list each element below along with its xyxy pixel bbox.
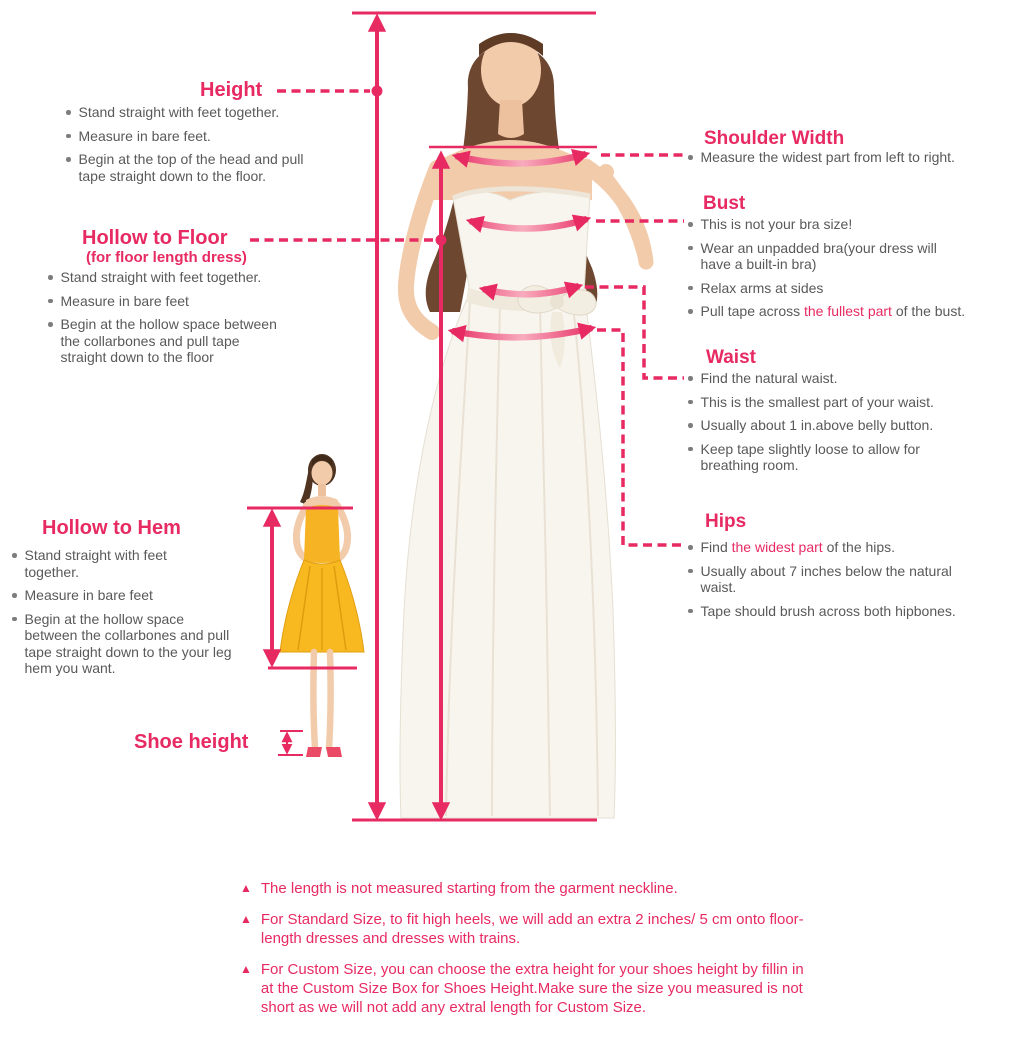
bullet-dot-icon — [688, 609, 693, 614]
list-item — [688, 603, 1015, 620]
bullet-text: Stand straight with feet together. — [24, 547, 167, 580]
bullet-dot-icon — [688, 447, 693, 452]
small-face — [312, 461, 333, 485]
bullet-text: Measure in bare feet — [24, 587, 153, 603]
footnote — [240, 910, 860, 948]
list-item — [688, 441, 1008, 474]
bullet-dot-icon — [688, 246, 693, 251]
small-right-leg — [329, 652, 331, 748]
hollow-anchor-dot — [436, 235, 447, 246]
list-item — [688, 149, 1008, 166]
height-bullets — [66, 104, 326, 191]
bullet-text: Pull tape across the fullest part of the bust. — [700, 303, 966, 319]
bullet-text: Find the natural waist. — [700, 370, 838, 386]
footnote-text: The length is not measured starting from the garment neckline. — [260, 880, 678, 897]
list-item — [688, 417, 1008, 434]
bullet-text: Begin at the hollow space between the collarbones and pull tape straight down to the floor — [60, 316, 277, 365]
waist-bullets — [688, 370, 1008, 481]
list-item — [688, 303, 1013, 320]
bullet-text: Measure the widest part from left to right. — [700, 149, 955, 165]
triangle-bullet-icon: ▲ — [240, 912, 252, 926]
bullet-text: Measure in bare feet. — [78, 127, 211, 144]
bullet-text: This is not your bra size! — [700, 216, 853, 232]
bullet-dot-icon — [66, 110, 71, 115]
short-figure-photo — [280, 454, 364, 757]
bullet-text: This is the smallest part of your waist. — [700, 393, 934, 410]
list-item — [48, 316, 308, 366]
tall-figure-photo — [400, 33, 646, 818]
bullet-dot-icon — [688, 222, 693, 227]
list-item — [66, 128, 326, 145]
list-item — [688, 280, 1013, 297]
footnotes — [240, 879, 860, 1029]
neck — [498, 100, 524, 138]
list-item — [12, 547, 272, 580]
footnote — [240, 879, 860, 898]
hips-dashed-connector — [597, 330, 684, 545]
shoulder-width-bullets — [688, 149, 1008, 173]
height-anchor-dot — [372, 86, 383, 97]
list-item — [688, 240, 1013, 273]
highlighted-phrase: the fullest part — [804, 303, 892, 319]
footnote-text: For Standard Size, to fit high heels, we will add an extra 2 inches/ 5 cm onto floor-length dresses and dresses with trains. — [260, 911, 804, 947]
bullet-text: Measure in bare feet — [60, 292, 189, 309]
small-left-shoe — [306, 747, 322, 757]
bullet-dot-icon — [12, 553, 17, 558]
waist-title: Waist — [706, 347, 756, 368]
waist-dashed-connector — [585, 287, 684, 378]
bullet-text: Usually about 7 inches below the natural waist. — [700, 562, 952, 595]
bullet-text: Begin at the hollow space between the collarbones and pull tape straight down to the your leg hem you want. — [24, 610, 232, 676]
bullet-dot-icon — [48, 299, 53, 304]
triangle-bullet-icon: ▲ — [240, 962, 252, 976]
footnote — [240, 960, 860, 1017]
bodice — [453, 191, 590, 298]
list-item — [688, 394, 1008, 411]
footnote-text: For Custom Size, you can choose the extra height for your shoes height by fillin in at the Custom Size Box for Shoes Height.Make sure the size you measured is not short as we will not add any extral length for Custom Size. — [260, 961, 804, 1016]
right-hand — [598, 164, 614, 180]
small-right-shoe — [326, 747, 342, 757]
hollow-to-floor-title: Hollow to Floor — [82, 227, 228, 249]
triangle-bullet-icon: ▲ — [240, 881, 252, 895]
bullet-dot-icon — [66, 134, 71, 139]
bullet-dot-icon — [688, 423, 693, 428]
bullet-dot-icon — [48, 322, 53, 327]
list-item — [12, 611, 272, 677]
highlighted-phrase: the widest part — [731, 539, 823, 555]
list-item — [688, 216, 1013, 233]
bullet-dot-icon — [66, 157, 71, 162]
hollow-to-hem-bullets — [12, 547, 272, 684]
small-left-leg — [313, 652, 315, 748]
shoe-height-label: Shoe height — [134, 731, 249, 753]
bullet-text: Begin at the top of the head and pull tape straight down to the floor. — [78, 151, 304, 184]
bullet-dot-icon — [12, 593, 17, 598]
bullet-text: Stand straight with feet together. — [60, 269, 262, 285]
bullet-dot-icon — [12, 617, 17, 622]
bullet-text: Tape should brush across both hipbones. — [700, 602, 956, 619]
hollow-to-floor-subtitle: (for floor length dress) — [86, 249, 247, 266]
small-bodice — [304, 505, 340, 563]
bullet-dot-icon — [688, 376, 693, 381]
bullet-text: Find the widest part of the hips. — [700, 539, 896, 555]
bullet-text: Relax arms at sides — [700, 279, 824, 296]
bullet-text: Usually about 1 in.above belly button. — [700, 417, 934, 433]
bullet-text: Stand straight with feet together. — [78, 104, 280, 120]
shoulder-width-title: Shoulder Width — [704, 128, 845, 149]
hips-bullets — [688, 539, 1015, 626]
bullet-dot-icon — [688, 309, 693, 314]
list-item — [12, 587, 272, 604]
list-item — [48, 269, 308, 286]
bullet-dot-icon — [688, 545, 693, 550]
hips-title: Hips — [705, 511, 747, 532]
list-item — [688, 563, 1015, 596]
skirt — [400, 290, 615, 818]
list-item — [66, 104, 326, 121]
hollow-to-floor-bullets — [48, 269, 308, 373]
list-item — [48, 293, 308, 310]
bullet-dot-icon — [688, 286, 693, 291]
list-item — [688, 370, 1008, 387]
bow-knot — [550, 295, 564, 309]
bullet-dot-icon — [48, 275, 53, 280]
bullet-dot-icon — [688, 569, 693, 574]
small-neck — [318, 484, 326, 496]
bust-bullets — [688, 216, 1013, 327]
list-item — [688, 539, 1015, 556]
bullet-text: Wear an unpadded bra(your dress will have a built-in bra) — [700, 239, 937, 272]
bust-title: Bust — [703, 193, 746, 214]
hollow-to-hem-title: Hollow to Hem — [42, 517, 181, 539]
bullet-dot-icon — [688, 155, 693, 160]
list-item — [66, 151, 326, 184]
bullet-dot-icon — [688, 400, 693, 405]
height-title: Height — [200, 79, 263, 101]
bullet-text: Keep tape slightly loose to allow for breathing room. — [700, 440, 920, 473]
